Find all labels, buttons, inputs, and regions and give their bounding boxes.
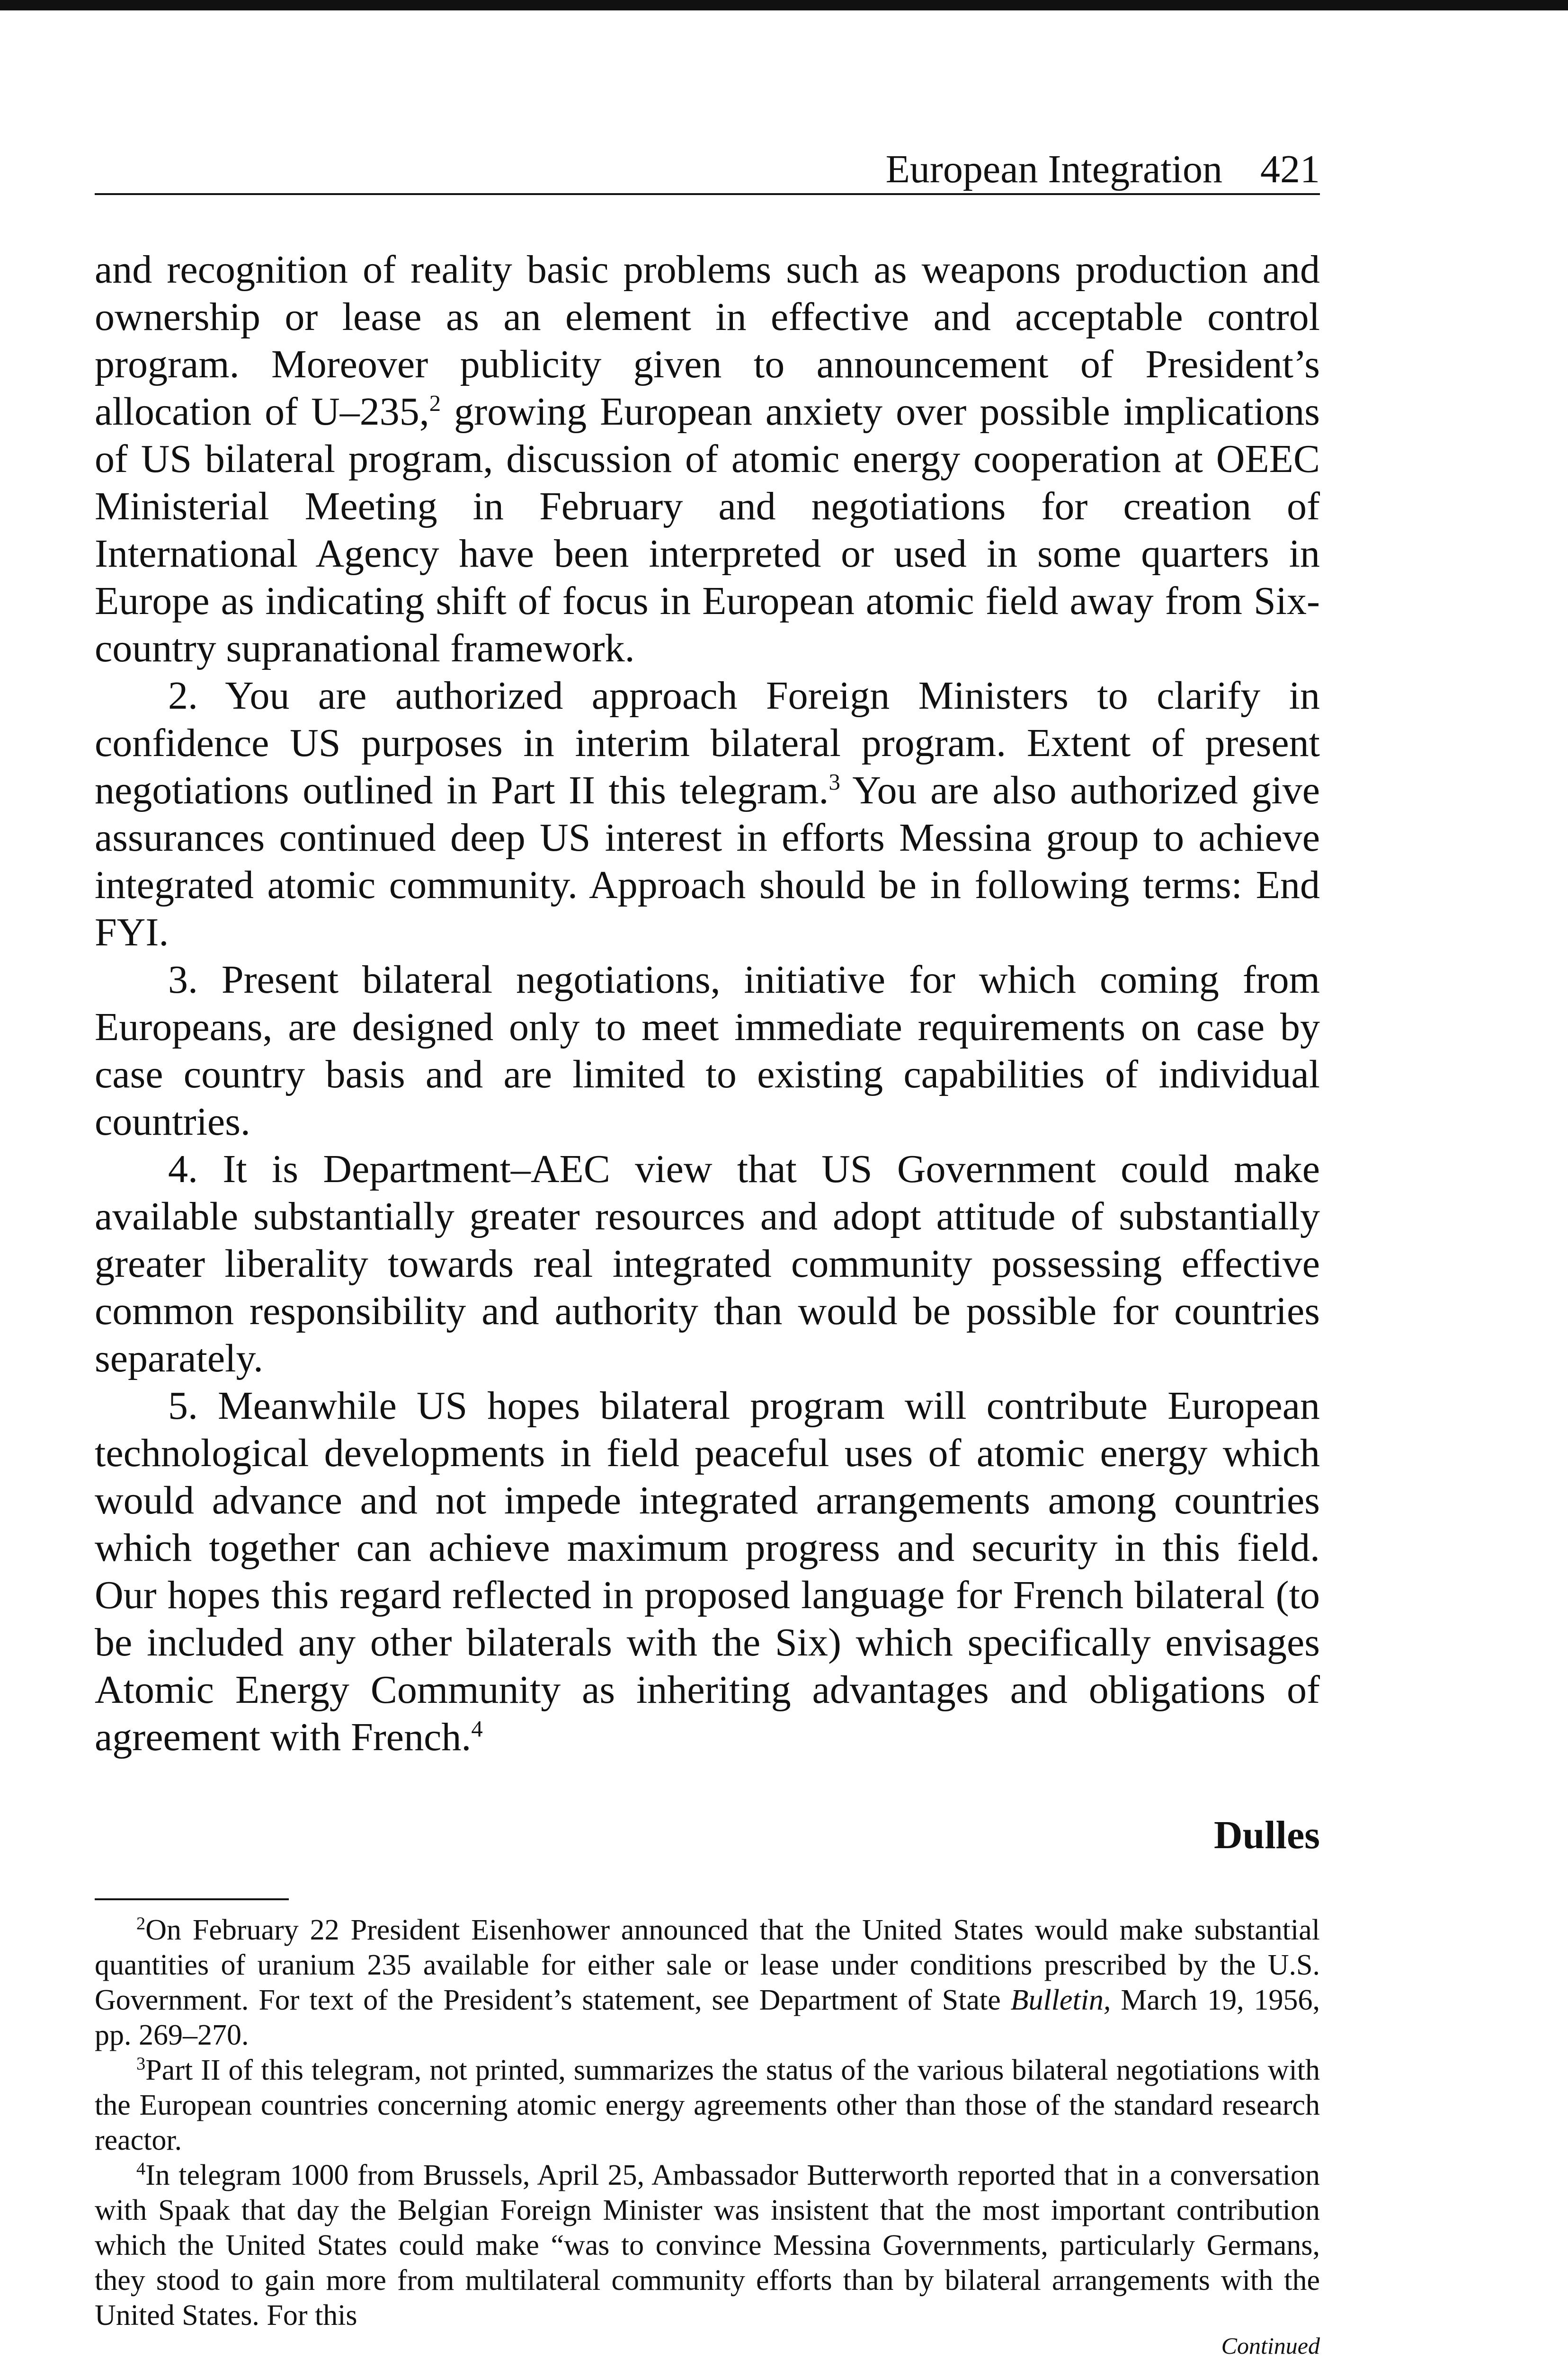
- running-head: European Integration: [885, 147, 1222, 191]
- paragraph-2-text-a: 2. You are authorized approach Foreign Ministers to clarify in confidence US purposes in interim bilateral program. Extent of present negotiations outlined in Part II this telegram.: [95, 674, 1320, 812]
- paragraph-4: 4. It is Department–AEC view that US Government could make available substantially greater resources and adopt attitude of substantially greater liberality towards real integrated community possessing effective common responsibility and authority than would be possible for countries separately.: [95, 1147, 1320, 1380]
- paragraph-2-text-b: You are also authorized give assurances continued deep US interest in efforts Messina group to achieve integrated atomic community. Approach should be in following terms: End FYI.: [95, 768, 1320, 954]
- footnote-3: [95, 2053, 1320, 2158]
- paragraph-5-text: 5. Meanwhile US hopes bilateral program will contribute European technological developments in field peaceful uses of atomic energy which would advance and not impede integrated arrangements among countries which together can achieve maximum progress and security in this field. Our hopes this regard reflected in proposed language for French bilateral (to be included any other bilaterals with the Six) which specifically envisages Atomic Energy Community as inheriting advantages and obligations of agreement with French.: [95, 1384, 1320, 1759]
- footnote-2-mark: 2: [136, 1913, 146, 1934]
- footnote-4: [95, 2158, 1320, 2333]
- page-number: 421: [1260, 147, 1320, 191]
- footnotes: [95, 1913, 1320, 2333]
- footnote-2-publication: Bulletin,: [1010, 1984, 1111, 2016]
- continued-label: Continued: [1221, 2332, 1320, 2359]
- body-text: [95, 246, 1320, 1761]
- paragraph-1: [95, 246, 1320, 672]
- footnote-separator: [95, 1898, 289, 1900]
- footnote-ref-4: 4: [471, 1716, 483, 1742]
- footnote-3-text: Part II of this telegram, not printed, summarizes the status of the various bilateral negotiations with the European countries concerning atomic energy agreements other than those of the standard research reactor.: [95, 2054, 1320, 2156]
- footnote-ref-2: 2: [429, 391, 441, 416]
- paragraph-2: [95, 672, 1320, 956]
- footnote-3-mark: 3: [136, 2054, 146, 2074]
- footnote-2-text-b: March 19, 1956, pp. 269–270.: [95, 1984, 1320, 2051]
- footnote-4-text: In telegram 1000 from Brussels, April 25, Ambassador Butterworth reported that in a conversation with Spaak that day the Belgian Foreign Minister was insistent that the most important contribution which the United States could make “was to convince Messina Governments, particularly Germans, they stood to gain more from multilateral community efforts than by bilateral arrangements with the United States. For this: [95, 2159, 1320, 2331]
- signature: Dulles: [1213, 1813, 1320, 1857]
- paragraph-1-text-a: and recognition of reality basic problems such as weapons production and ownership or lease as an element in effective and acceptable control program. Moreover publicity given to announcement of President’s allocation of U–235,: [95, 248, 1320, 434]
- footnote-4-mark: 4: [136, 2159, 146, 2179]
- footnote-2: [95, 1913, 1320, 2053]
- top-border-rule: [0, 0, 1568, 10]
- paragraph-1-text-b: growing European anxiety over possible implications of US bilateral program, discussion of atomic energy cooperation at OEEC Ministerial Meeting in February and negotiations for creation of International Agency have been interpreted or used in some quarters in Europe as indicating shift of focus in European atomic field away from Six-country supranational framework.: [95, 390, 1320, 670]
- page-header: [95, 142, 1320, 195]
- footnote-ref-3: 3: [829, 769, 840, 795]
- paragraph-5: [95, 1382, 1320, 1761]
- footnote-2-text-a: On February 22 President Eisenhower announced that the United States would make substantial quantities of uranium 235 available for either sale or lease under conditions prescribed by the U.S. Government. For text of the President’s statement, see Department of State: [95, 1914, 1320, 2016]
- paragraph-3: 3. Present bilateral negotiations, initiative for which coming from Europeans, are designed only to meet immediate requirements on case by case country basis and are limited to existing capabilities of individual countries.: [95, 958, 1320, 1144]
